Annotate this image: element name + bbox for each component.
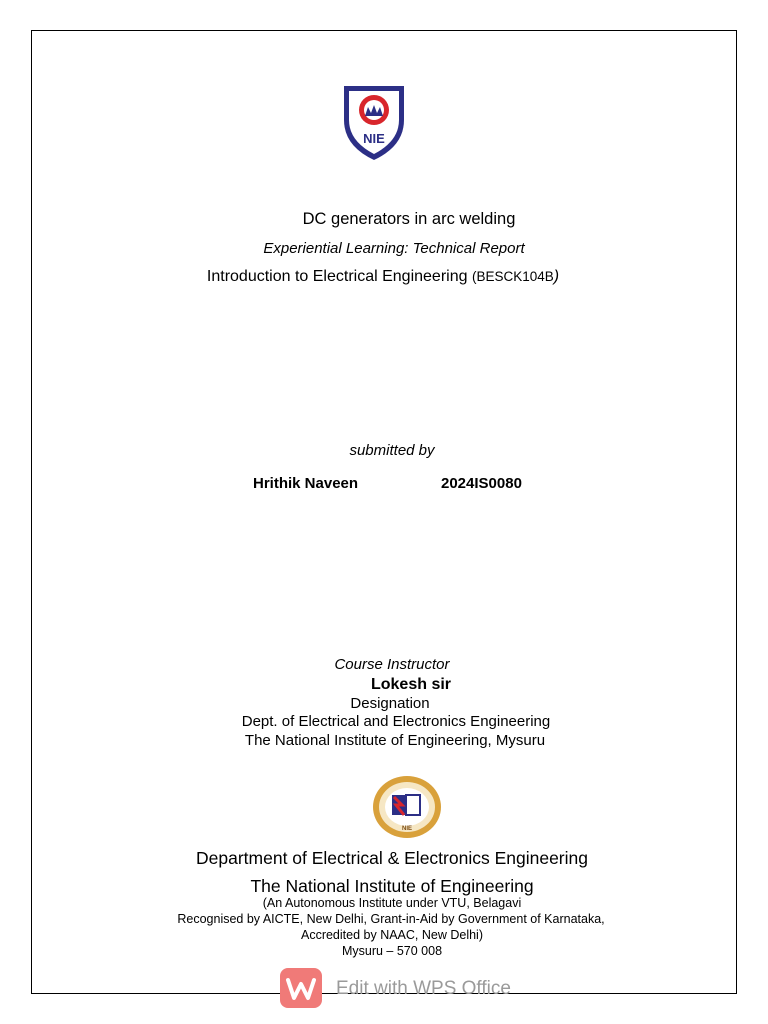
report-subtitle: Experiential Learning: Technical Report xyxy=(263,240,525,257)
instructor-department: Dept. of Electrical and Electronics Engineering xyxy=(241,713,551,730)
footer-institute: The National Institute of Engineering xyxy=(250,876,534,896)
report-title: DC generators in arc welding xyxy=(302,210,516,228)
course-code-close: ) xyxy=(553,268,560,285)
wps-watermark[interactable] xyxy=(280,968,520,1010)
student-name: Hrithik Naveen xyxy=(253,475,359,492)
course-code: (BESCK104B xyxy=(471,269,554,284)
footer-line-3: Accredited by NAAC, New Delhi) xyxy=(300,928,483,942)
nie-logo xyxy=(339,80,409,162)
wps-watermark-text: Edit with WPS Office xyxy=(336,978,511,999)
course-name: Introduction to Electrical Engineering xyxy=(206,268,472,285)
footer-line-4: Mysuru – 570 008 xyxy=(341,944,443,958)
course-line xyxy=(0,268,767,286)
student-id: 2024IS0080 xyxy=(441,475,522,492)
footer-department: Department of Electrical & Electronics Engineering xyxy=(196,848,588,868)
instructor-institute: The National Institute of Engineering, Mysuru xyxy=(244,732,546,749)
footer-line-2: Recognised by AICTE, New Delhi, Grant-in-Aid by Government of Karnataka, xyxy=(177,912,605,926)
instructor-designation: Designation xyxy=(350,695,430,712)
svg-text:NIE: NIE xyxy=(401,826,413,832)
eee-department-seal xyxy=(372,775,442,839)
wps-logo-icon xyxy=(280,968,322,1008)
instructor-name: Lokesh sir xyxy=(370,676,452,693)
course-instructor-label: Course Instructor xyxy=(334,656,450,673)
svg-text:NIE: NIE xyxy=(363,131,385,146)
footer-line-1: (An Autonomous Institute under VTU, Belagavi xyxy=(262,896,522,910)
submitted-by-label: submitted by xyxy=(349,442,435,459)
